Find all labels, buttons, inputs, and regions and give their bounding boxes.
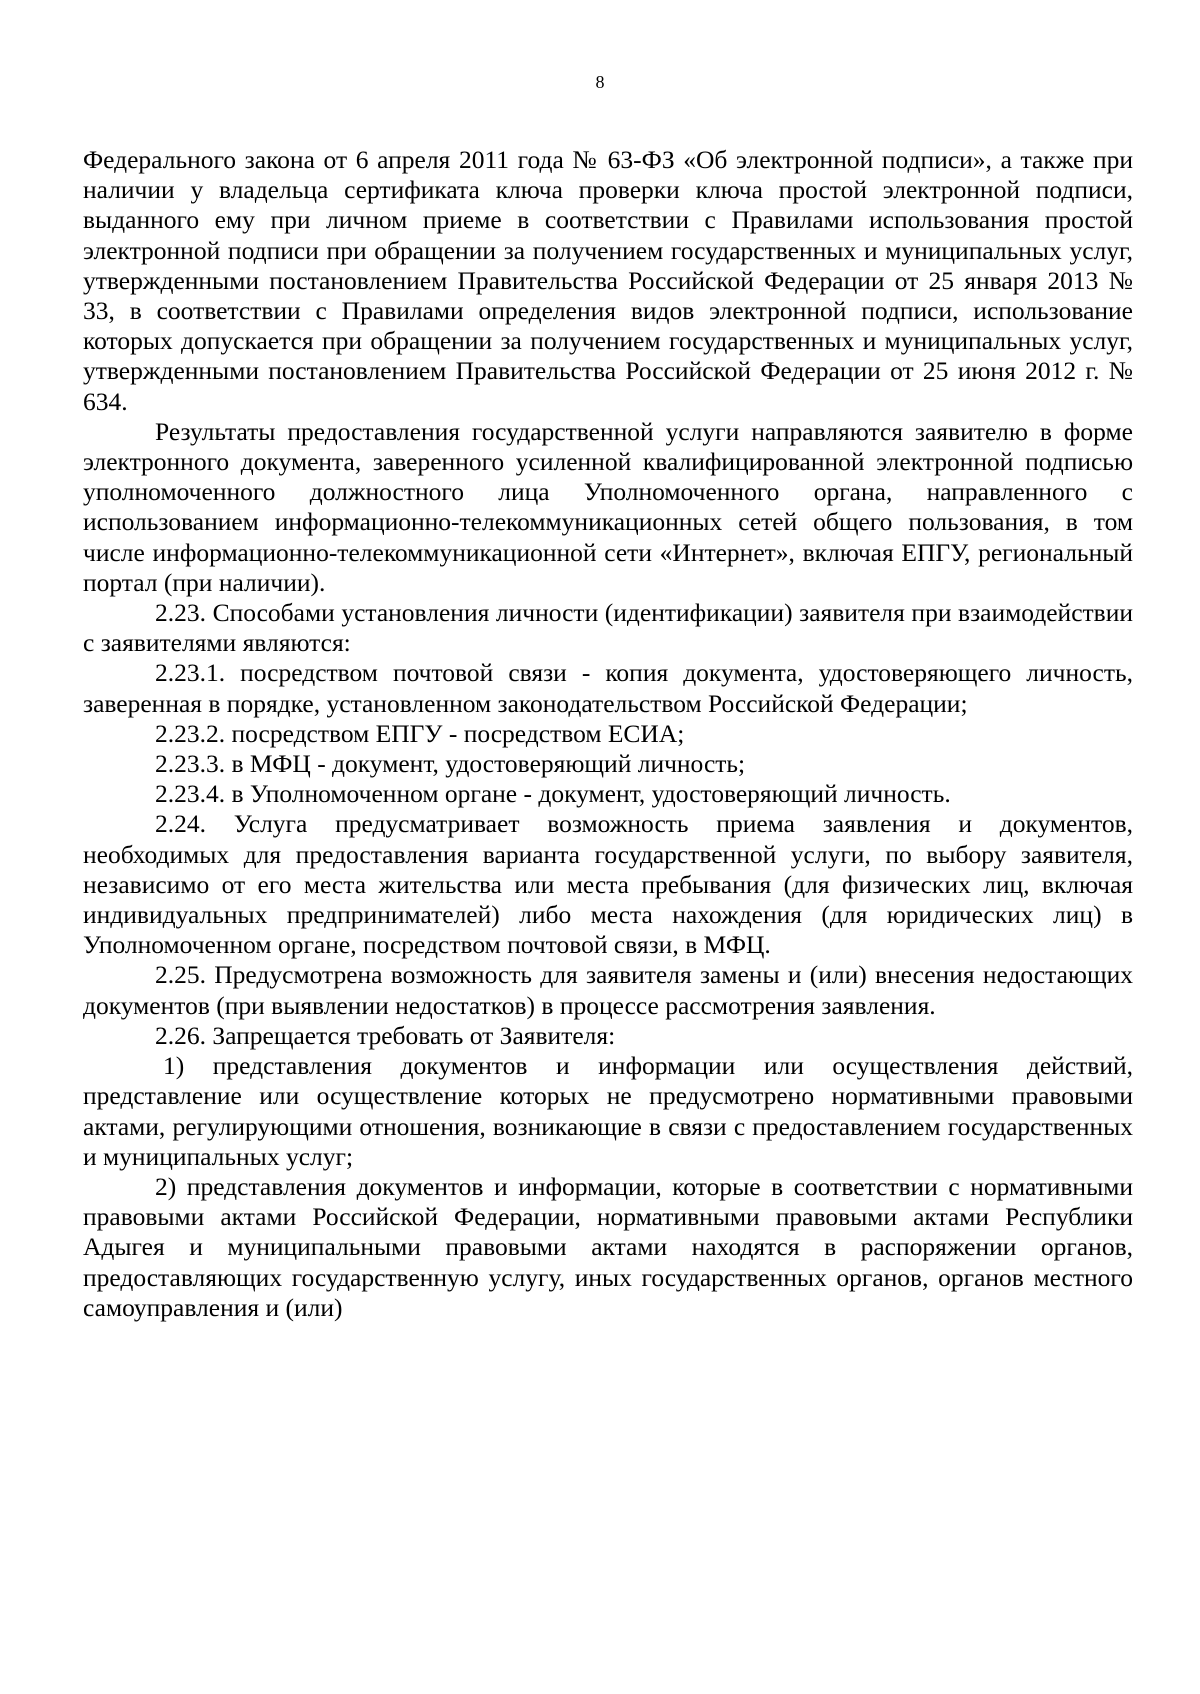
paragraph-2-26: 2.26. Запрещается требовать от Заявителя: xyxy=(155,1020,616,1050)
paragraph-2-24: 2.24. Услуга предусматривает возможность приема заявления и документов, необходимых для предоставления варианта государственной услуги, по выбору заявителя, независимо от его места жительства или места пребывания (для физических лиц, включая индивидуальных предпринимателей) либо места нахождения (для юридических лиц) в Уполномоченном органе, посредством почтовой связи, в МФЦ. xyxy=(83,809,1133,960)
paragraph-2-25: 2.25. Предусмотрена возможность для заявителя замены и (или) внесения недостающих документов (при выявлении недостатков) в процессе рассмотрения заявления. xyxy=(83,960,1133,1020)
list-item-2: 2) представления документов и информации, которые в соответствии с нормативными правовыми актами Российской Федерации, нормативными правовыми актами Республики Адыгея и муниципальными правовыми актами находятся в распоряжении органов, предоставляющих государственную услугу, иных государственных органов, органов местного самоуправления и (или) xyxy=(83,1171,1133,1322)
paragraph-2-23-1: 2.23.1. посредством почтовой связи - копия документа, удостоверяющего личность, заверенная в порядке, установленном законодательством Российской Федерации; xyxy=(83,658,1133,718)
list-item-1: 1) представления документов и информации или осуществления действий, представление или осуществление которых не предусмотрено нормативными правовыми актами, регулирующими отношения, возникающие в связи с предоставлением государственных и муниципальных услуг; xyxy=(83,1051,1133,1171)
document-body xyxy=(83,145,1133,1323)
paragraph-2-23-4: 2.23.4. в Уполномоченном органе - документ, удостоверяющий личность. xyxy=(155,779,951,809)
paragraph-2-23: 2.23. Способами установления личности (идентификации) заявителя при взаимодействии с заявителями являются: xyxy=(83,598,1133,658)
paragraph-service-results: Результаты предоставления государственной услуги направляются заявителю в форме электронного документа, заверенного усиленной квалифицированной электронной подписью уполномоченного должностного лица Уполномоченного органа, направленного с использованием информационно-телекоммуникационных сетей общего пользования, в том числе информационно-телекоммуникационной сети «Интернет», включая ЕПГУ, региональный портал (при наличии). xyxy=(83,416,1133,597)
paragraph-2-23-2: 2.23.2. посредством ЕПГУ - посредством ЕСИА; xyxy=(155,718,685,748)
paragraph-2-23-3: 2.23.3. в МФЦ - документ, удостоверяющий личность; xyxy=(155,749,746,779)
page-number: 8 xyxy=(595,72,605,92)
paragraph-federal-law-continuation: Федерального закона от 6 апреля 2011 года № 63-ФЗ «Об электронной подписи», а также при наличии у владельца сертификата ключа проверки ключа простой электронной подписи, выданного ему при личном приеме в соответствии с Правилами использования простой электронной подписи при обращении за получением государственных и муниципальных услуг, утвержденными постановлением Правительства Российской Федерации от 25 января 2013 № 33, в соответствии с Правилами определения видов электронной подписи, использование которых допускается при обращении за получением государственных и муниципальных услуг, утвержденными постановлением Правительства Российской Федерации от 25 июня 2012 г. № 634. xyxy=(83,145,1133,416)
